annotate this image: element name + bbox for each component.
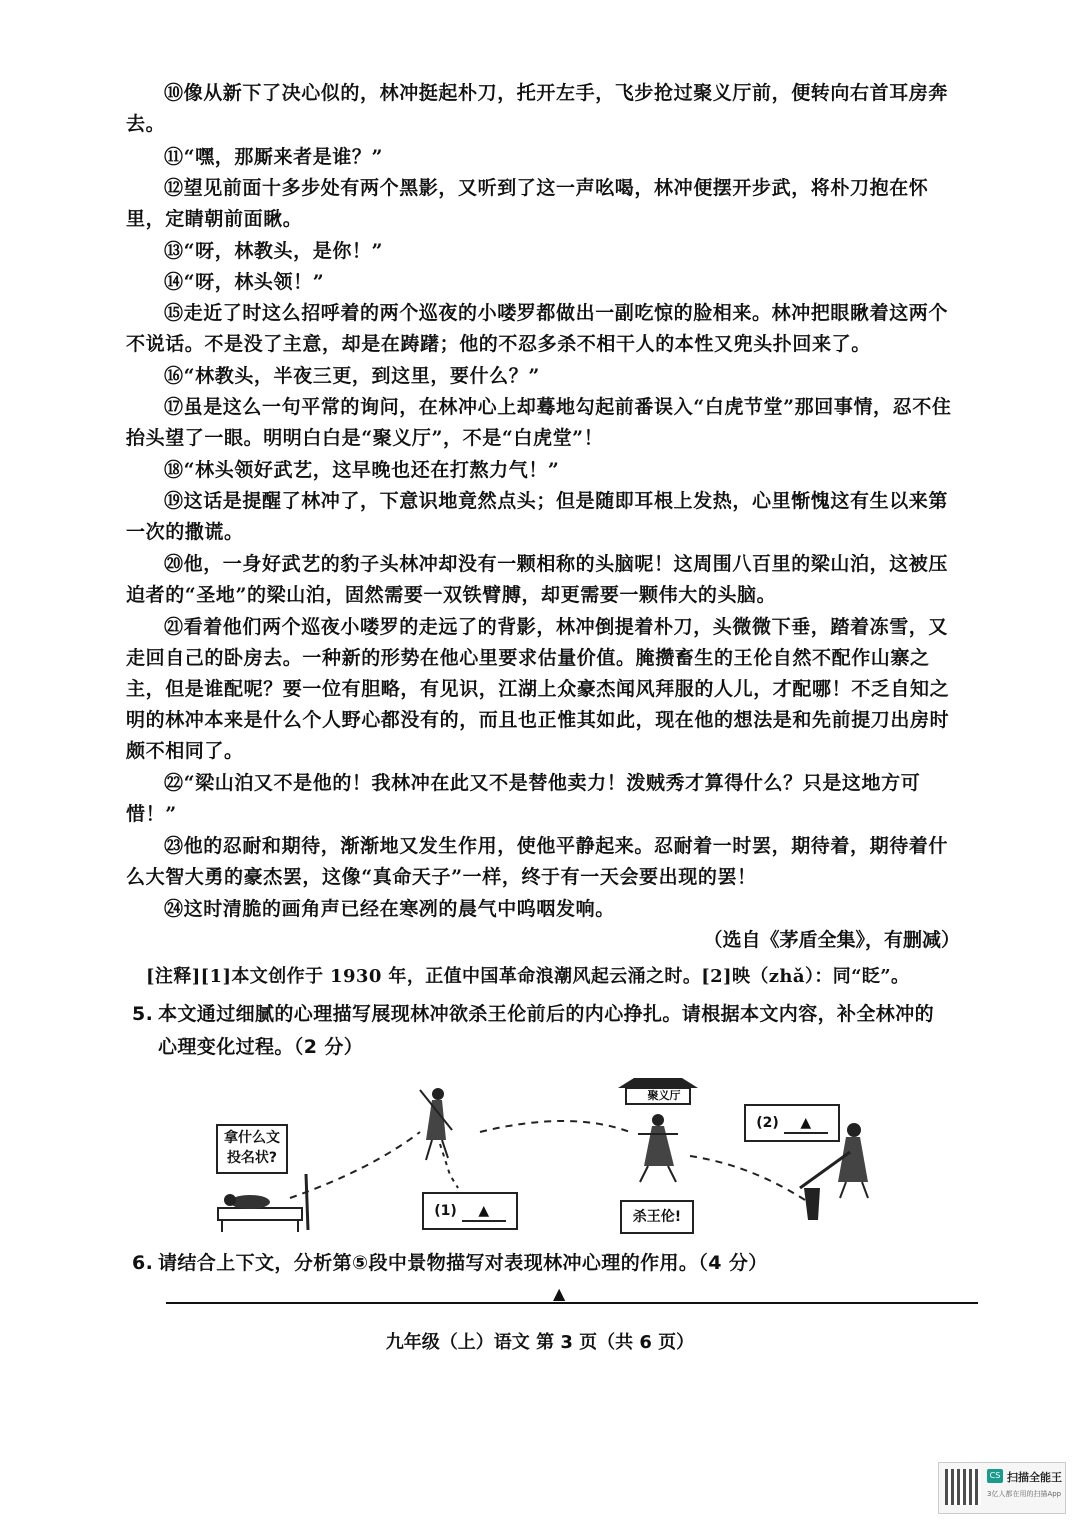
blank-1-mark: ▲ <box>478 1203 490 1219</box>
paragraph-16: ⑯“林教头，半夜三更，到这里，要什么？” <box>164 365 540 387</box>
scanner-title: 扫描全能王 <box>1007 1471 1062 1484</box>
footprints <box>440 1144 458 1188</box>
qr-code-icon <box>945 1469 981 1505</box>
scanner-subtitle: 3亿人都在用的扫描App <box>987 1490 1062 1498</box>
divider-line <box>166 1302 978 1304</box>
speech-bubble-kill <box>620 1200 694 1234</box>
paragraph-14: ⑭“呀，林头领！” <box>164 271 325 293</box>
bubble-kill-text: 杀王伦! <box>632 1209 682 1225</box>
paragraph-12: ⑫望见前面十多步处有两个黑影，又听到了这一声吆喝，林冲便摆开步武，将朴刀抱在怀里，定睛朝前面瞅。 <box>126 177 929 230</box>
paragraph-21: ㉑看着他们两个巡夜小喽罗的走远了的背影，林冲倒提着朴刀，头微微下垂，踏着冻雪，又走回自己的卧房去。一种新的形势在他心里要求估量价值。腌攒畜生的王伦自然不配作山寨之主，但是谁配呢？要一位有胆略，有见识，江湖上众豪杰闻风拜服的人儿，才配哪！不乏自知之明的林冲本来是什么个人野心都没有的，而且也正惟其如此，现在他的想法是和先前提刀出房时颇不相同了。 <box>126 616 950 762</box>
page-footer: 九年级（上）语文 第 3 页（共 6 页） <box>385 1332 695 1353</box>
blank-2-label: (2) <box>756 1115 779 1131</box>
answer-box-2[interactable] <box>744 1104 840 1142</box>
question-5 <box>132 998 982 1064</box>
path-segment-3 <box>690 1156 805 1200</box>
bed-figure <box>218 1174 308 1232</box>
paragraph-11: ⑪“嘿，那厮来者是谁？” <box>164 146 384 168</box>
blank-1-label: (1) <box>434 1203 457 1219</box>
scanner-logo-icon: CS <box>987 1469 1003 1483</box>
paragraph-15: ⑮走近了时这么招呼着的两个巡夜的小喽罗都做出一副吃惊的脸相来。林冲把眼瞅着这两个不说话。不是没了主意，却是在踌躇；他的不忍多杀不相干人的本性又兜头扑回来了。 <box>126 302 949 355</box>
mental-process-illustration <box>190 1070 890 1250</box>
lin-chong-walking <box>420 1088 452 1160</box>
paragraph-23: ㉓他的忍耐和期待，渐渐地又发生作用，使他平静起来。忍耐着一时罢，期待着，期待着什么大智大勇的豪杰罢，这像“真命天子”一样，终于有一天会要出现的罢！ <box>126 835 949 888</box>
illustration-art <box>190 1070 890 1250</box>
speech-bubble-left <box>216 1124 288 1174</box>
hall-sign-text: 聚义厅 <box>647 1089 681 1102</box>
paragraph-17: ⑰虽是这么一句平常的询问，在林冲心上却蓦地勾起前番误入“白虎节堂”那回事情，忍不住抬头望了一眼。明明白白是“聚义厅”，不是“白虎堂”！ <box>126 396 952 449</box>
source-citation: （选自《茅盾全集》，有删减） <box>703 929 960 951</box>
question-number: 5. <box>132 1003 154 1025</box>
paragraph-18: ⑱“林头领好武艺，这早晚也还在打熬力气！” <box>164 459 560 481</box>
blank-1-line <box>462 1202 506 1222</box>
annotation-note: [注释][1]本文创作于 1930 年，正值中国革命浪潮风起云涌之时。[2]映（zhǎ）：同“眨”。 <box>146 966 910 987</box>
bubble-left-line2: 投名状? <box>226 1150 278 1166</box>
hall-sign <box>636 1089 692 1103</box>
bubble-left-line1: 拿什么文 <box>224 1130 280 1146</box>
question-text: 本文通过细腻的心理描写展现林冲欲杀王伦前后的内心挣扎。请根据本文内容，补全林冲的 <box>158 1003 935 1025</box>
answer-box-1[interactable] <box>422 1192 518 1230</box>
blank-2-line <box>784 1114 828 1134</box>
paragraph-13: ⑬“呀，林教头，是你！” <box>164 240 384 262</box>
question-6 <box>132 1247 982 1280</box>
paragraph-10: ⑩像从新下了决心似的，林冲挺起朴刀，托开左手，飞步抢过聚义厅前，便转向右首耳房奔去。 <box>126 82 949 135</box>
paragraph-24: ㉔这时清脆的画角声已经在寒冽的晨气中呜咽发响。 <box>164 898 615 920</box>
path-segment-1 <box>290 1132 420 1198</box>
answer-area-mark: ▲ <box>553 1284 566 1303</box>
paragraph-22: ㉒“梁山泊又不是他的！我林冲在此又不是替他卖力！泼贼秀才算得什么？只是这地方可惜！” <box>126 772 921 825</box>
question-number: 6. <box>132 1252 154 1274</box>
scanner-watermark <box>938 1462 1066 1514</box>
blank-2-mark: ▲ <box>800 1115 812 1131</box>
path-segment-2 <box>480 1121 630 1132</box>
question-text-cont: 心理变化过程。（2 分） <box>158 1036 364 1058</box>
paragraph-20: ⑳他，一身好武艺的豹子头林冲却没有一颗相称的头脑呢！这周围八百里的梁山泊，这被压迫者的“圣地”的梁山泊，固然需要一双铁臂膊，却更需要一颗伟大的头脑。 <box>126 553 949 606</box>
paragraph-19: ⑲这话是提醒了林冲了，下意识地竟然点头；但是随即耳根上发热，心里惭愧这有生以来第一次的撒谎。 <box>126 490 949 543</box>
question-text: 请结合上下文，分析第⑤段中景物描写对表现林冲心理的作用。（4 分） <box>158 1252 768 1274</box>
